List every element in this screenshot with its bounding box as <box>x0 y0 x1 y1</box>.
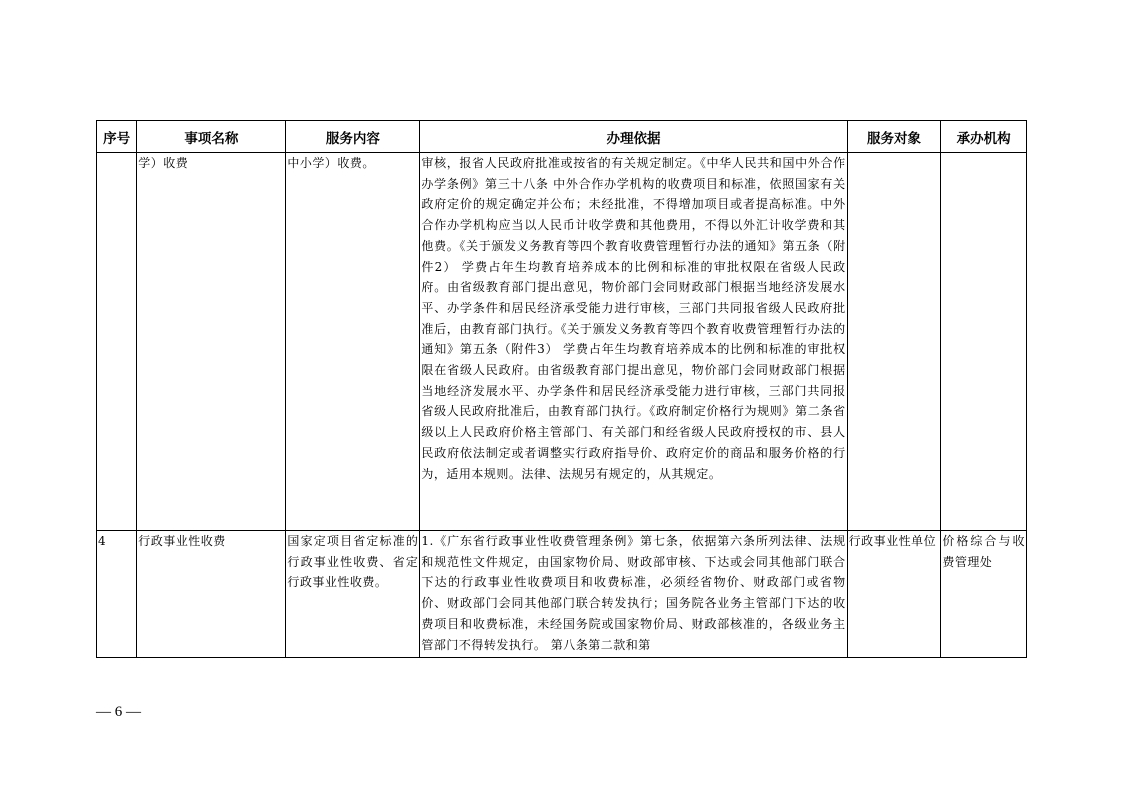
cell-item-name: 学）收费 <box>137 153 286 531</box>
cell-seq: 4 <box>97 531 137 658</box>
header-agency: 承办机构 <box>941 121 1027 153</box>
service-items-table <box>96 120 1027 658</box>
cell-service-content: 中小学）收费。 <box>286 153 420 531</box>
cell-agency: 价格综合与收费管理处 <box>941 531 1027 658</box>
table-row <box>97 153 1027 531</box>
cell-item-name: 行政事业性收费 <box>137 531 286 658</box>
table-row <box>97 531 1027 658</box>
page-number: — 6 — <box>96 704 141 720</box>
header-item-name: 事项名称 <box>137 121 286 153</box>
header-seq: 序号 <box>97 121 137 153</box>
header-basis: 办理依据 <box>420 121 847 153</box>
cell-basis: 审核，报省人民政府批准或按省的有关规定制定。《中华人民共和国中外合作办学条例》第三十八条 中外合作办学机构的收费项目和标准，依照国家有关政府定价的规定确定并公布；未经批准，不得增加项目或者提高标准。中外合作办学机构应当以人民币计收学费和其他费用，不得以外汇计收学费和其他费。《关于颁发义务教育等四个教育收费管理暂行办法的通知》第五条（附件2） 学费占年生均教育培养成本的比例和标准的审批权限在省级人民政府。由省级教育部门提出意见，物价部门会同财政部门根据当地经济发展水平、办学条件和居民经济承受能力进行审核，三部门共同报省级人民政府批准后，由教育部门执行。《关于颁发义务教育等四个教育收费管理暂行办法的通知》第五条（附件3） 学费占年生均教育培养成本的比例和标准的审批权限在省级人民政府。由省级教育部门提出意见，物价部门会同财政部门根据当地经济发展水平、办学条件和居民经济承受能力进行审核，三部门共同报省级人民政府批准后，由教育部门执行。《政府制定价格行为规则》第二条省级以上人民政府价格主管部门、有关部门和经省级人民政府授权的市、县人民政府依法制定或者调整实行政府指导价、政府定价的商品和服务价格的行为，适用本规则。法律、法规另有规定的，从其规定。 <box>420 153 847 531</box>
cell-service-target <box>847 153 941 531</box>
header-service-target: 服务对象 <box>847 121 941 153</box>
header-service-content: 服务内容 <box>286 121 420 153</box>
cell-basis: 1.《广东省行政事业性收费管理条例》第七条，依据第六条所列法律、法规和规范性文件规定，由国家物价局、财政部审核、下达或会同其他部门联合下达的行政事业性收费项目和收费标准，必须经省物价、财政部门或省物价、财政部门会同其他部门联合转发执行；国务院各业务主管部门下达的收费项目和收费标准，未经国务院或国家物价局、财政部核准的，各级业务主管部门不得转发执行。 第八条第二款和第 <box>420 531 847 658</box>
table-header-row <box>97 121 1027 153</box>
cell-service-target: 行政事业性单位 <box>847 531 941 658</box>
cell-seq <box>97 153 137 531</box>
cell-service-content: 国家定项目省定标准的行政事业性收费、省定行政事业性收费。 <box>286 531 420 658</box>
cell-agency <box>941 153 1027 531</box>
